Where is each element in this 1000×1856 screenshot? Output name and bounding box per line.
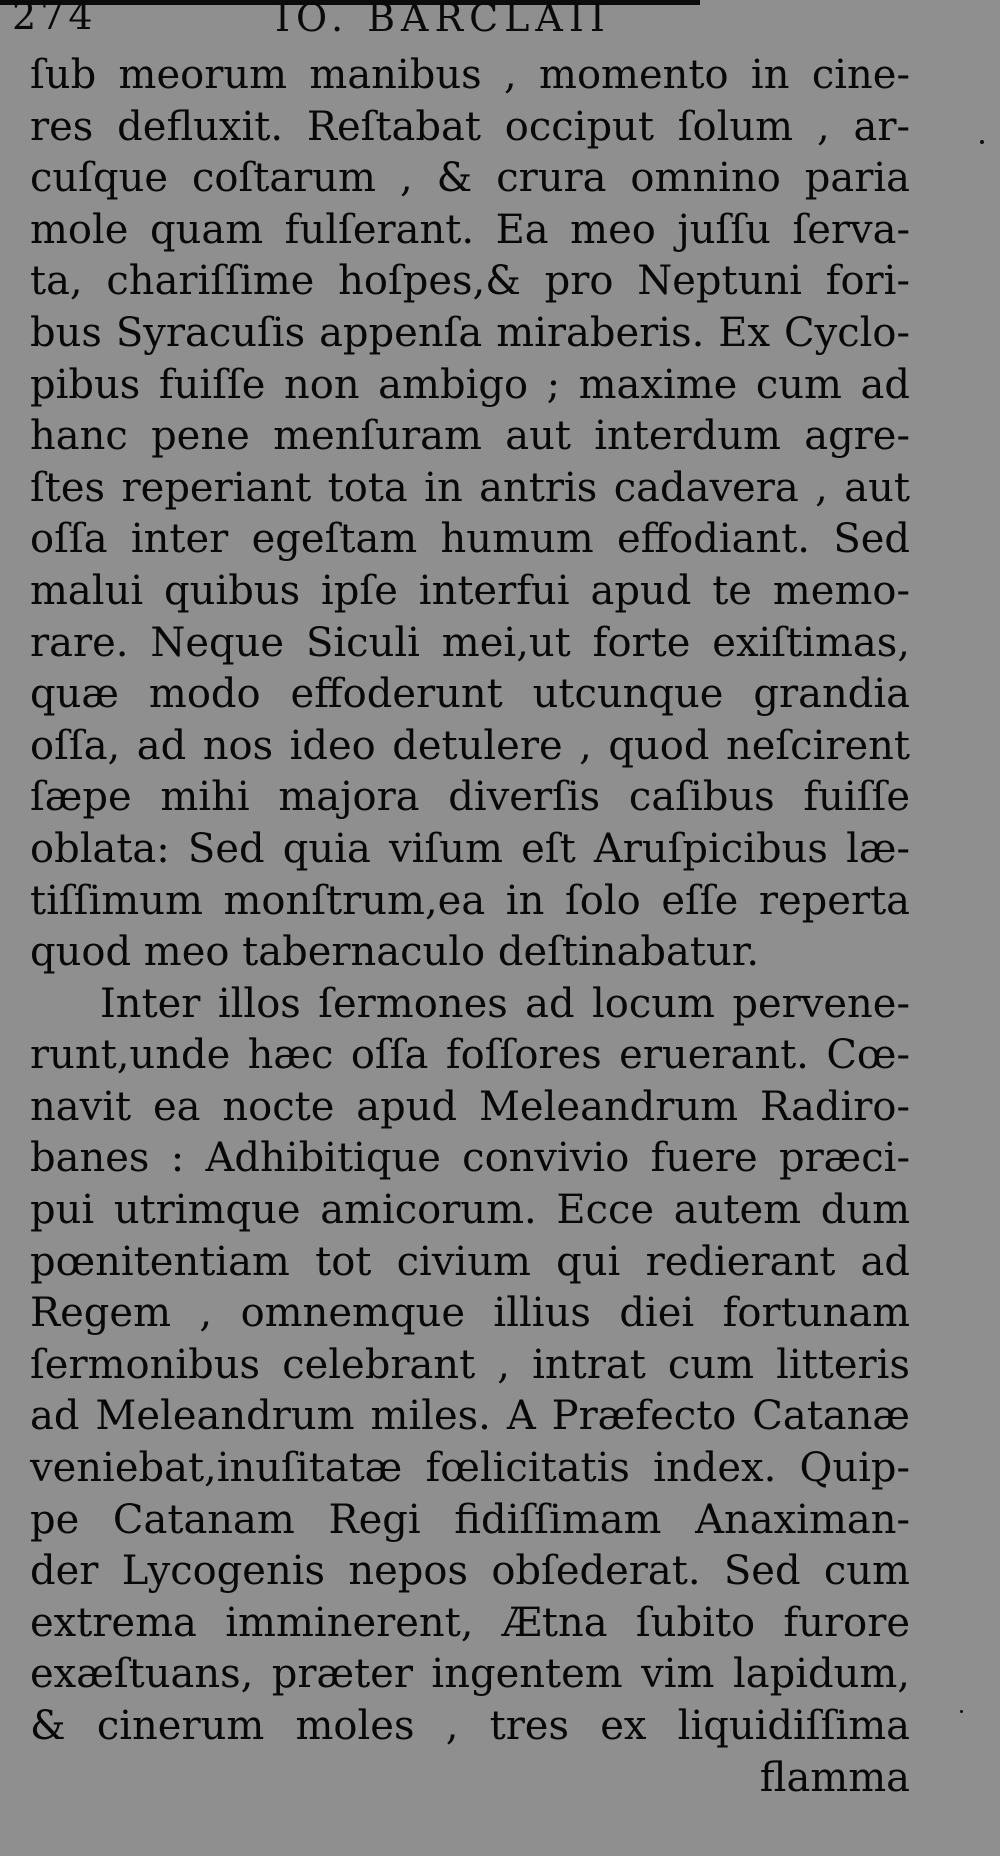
running-head: IO. BARCLAII — [275, 0, 611, 40]
text-line: tiſſimum monſtrum,ea in ſolo eſſe reperta — [30, 877, 910, 924]
text-line: quæ modo effoderunt utcunque grandia — [30, 671, 910, 718]
text-line: ſub meorum manibus , momento in cine- — [30, 52, 910, 98]
text-line: pibus fuiſſe non ambigo ; maxime cum ad — [30, 361, 910, 408]
paragraph-start-line: Inter illos ſermones ad locum pervene- — [100, 980, 910, 1027]
text-line: pe Catanam Regi fidiſſimam Anaximan- — [30, 1496, 910, 1543]
text-line: pœnitentiam tot civium qui redierant ad — [30, 1238, 910, 1285]
text-line: ſermonibus celebrant , intrat cum litteris — [30, 1341, 910, 1388]
text-line: Regem , omnemque illius diei fortunam — [30, 1290, 910, 1337]
text-line: ta, chariſſime hoſpes,& pro Neptuni fori- — [30, 258, 910, 305]
text-line: mole quam fulſerant. Ea meo juſſu ſerva- — [30, 206, 910, 253]
catchword: flamma — [759, 1754, 910, 1801]
page-number: 274 — [12, 0, 97, 38]
text-line: banes : Adhibitique convivio fuere præci- — [30, 1135, 910, 1182]
paragraph-end-line: quod meo tabernaculo deſtinabatur. — [30, 929, 760, 976]
text-line: oſſa inter egeſtam humum effodiant. Sed — [30, 516, 910, 563]
ink-speck — [980, 140, 984, 144]
text-line: ſæpe mihi majora diverſis caſibus fuiſſe — [30, 774, 910, 821]
text-line: exæſtuans, præter ingentem vim lapidum, — [30, 1651, 910, 1698]
text-line: hanc pene menſuram aut interdum agre- — [30, 413, 910, 460]
text-line: rare. Neque Siculi mei,ut forte exiſtimas, — [30, 619, 910, 666]
text-line: bus Syracuſis appenſa miraberis. Ex Cyclo- — [30, 309, 910, 356]
text-line: extrema imminerent, Ætna ſubito furore — [30, 1599, 910, 1646]
text-line: cuſque coſtarum , & crura omnino paria — [30, 155, 910, 202]
ink-speck — [960, 1710, 963, 1713]
text-line: runt,unde hæc oſſa foſſores eruerant. Cœ- — [30, 1032, 910, 1079]
text-line: malui quibus ipſe interfui apud te memo- — [30, 567, 910, 614]
text-line: oſſa, ad nos ideo detulere , quod neſcirent — [30, 722, 910, 769]
text-line: veniebat,inuſitatæ fœlicitatis index. Quip- — [30, 1445, 910, 1492]
text-line: pui utrimque amicorum. Ecce autem dum — [30, 1187, 910, 1234]
text-line: navit ea nocte apud Meleandrum Radiro- — [30, 1083, 910, 1130]
text-line: ſtes reperiant tota in antris cadavera , aut — [30, 464, 910, 511]
text-line: ad Meleandrum miles. A Præfecto Catanæ — [30, 1393, 910, 1440]
text-line: & cinerum moles , tres ex liquidiſſima — [30, 1703, 910, 1749]
text-line: der Lycogenis nepos obſederat. Sed cum — [30, 1548, 910, 1595]
text-line: oblata: Sed quia viſum eſt Aruſpicibus læ- — [30, 825, 910, 872]
text-line: res defluxit. Reſtabat occiput ſolum , ar- — [30, 103, 910, 150]
body-text — [30, 50, 910, 1804]
